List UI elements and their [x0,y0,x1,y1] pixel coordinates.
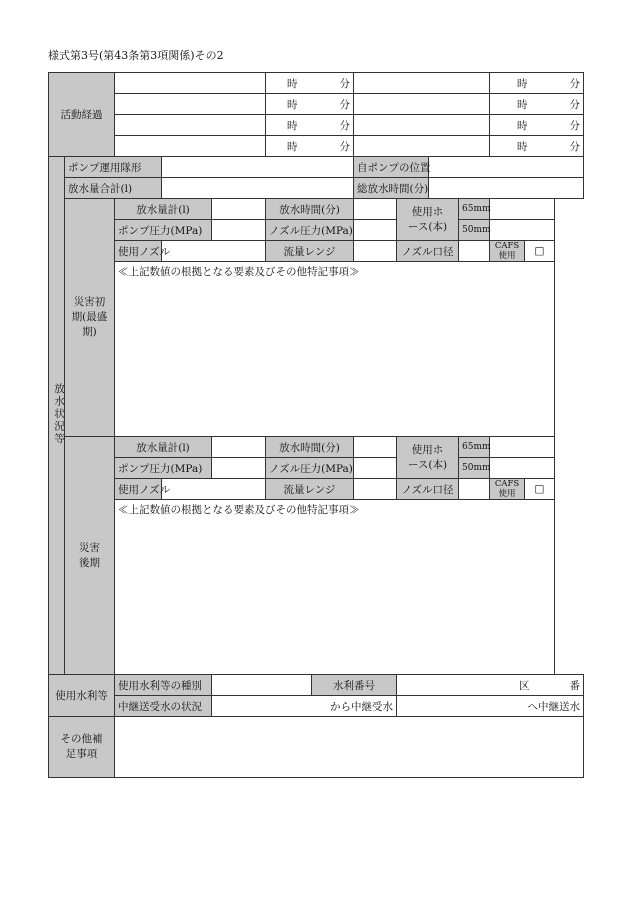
hose-50-label: 50mm [459,458,490,479]
other-label: その他補足事項 [49,717,115,778]
water-number-label: 水利番号 [312,675,397,696]
hose-50-field[interactable] [490,220,555,241]
activity-label: 活動経過 [49,73,115,157]
activity-entry[interactable] [354,136,490,157]
hose-label: 使用ホース(本) [397,199,459,241]
activity-entry[interactable] [115,94,266,115]
own-pump-position-field[interactable] [429,157,584,178]
hose-50-field[interactable] [490,458,555,479]
activity-time[interactable]: 時 分 [266,94,354,115]
pump-pressure-field[interactable] [212,458,266,479]
nozzle-bore-label: ノズル口径 [397,241,459,262]
initial-notes-area[interactable] [115,262,555,437]
activity-entry[interactable] [115,115,266,136]
volume-total-field[interactable] [212,199,266,220]
other-notes-field[interactable] [115,717,584,778]
nozzle-pressure-label: ノズル圧力(MPa) [266,220,354,241]
flow-range-field[interactable] [354,479,397,500]
total-volume-field[interactable] [162,178,354,199]
phase-late-label: 災害後期 [65,437,115,675]
volume-total-label: 放水量計(l) [115,199,212,220]
activity-entry[interactable] [354,94,490,115]
relay-label: 中継送受水の状況 [115,696,212,717]
pump-unit-label: ポンプ運用隊形 [65,157,162,178]
own-pump-position-label: 自ポンプの位置 [354,157,429,178]
report-form [48,72,584,778]
form-header: 様式第3号(第43条第3項関係)その2 [48,49,224,62]
activity-time[interactable]: 時 分 [490,73,584,94]
hose-65-field[interactable] [490,199,555,220]
pump-unit-field[interactable] [162,157,354,178]
hose-label: 使用ホース(本) [397,437,459,479]
activity-entry[interactable] [354,115,490,136]
nozzle-bore-label: ノズル口径 [397,479,459,500]
cafs-label: CAFS使用 [490,479,525,500]
pump-pressure-label: ポンプ圧力(MPa) [115,220,212,241]
relay-to-field[interactable]: へ中継送水 [397,696,584,717]
water-type-label: 使用水利等の種別 [115,675,212,696]
activity-entry[interactable] [354,73,490,94]
discharge-time-label: 放水時間(分) [266,437,354,458]
cafs-checkbox[interactable]: □ [525,241,555,262]
late-notes-heading: ≪上記数値の根拠となる要素及びその他特記事項≫ [118,504,360,516]
water-number-field[interactable]: 区 番 [397,675,584,696]
relay-from-field[interactable]: から中継受水 [212,696,397,717]
volume-total-label: 放水量計(l) [115,437,212,458]
activity-entry[interactable] [115,73,266,94]
flow-range-field[interactable] [354,241,397,262]
nozzle-pressure-field[interactable] [354,220,397,241]
discharge-section-label: 放水状況等 [49,157,65,675]
activity-time[interactable]: 時 分 [490,136,584,157]
volume-total-field[interactable] [212,437,266,458]
nozzle-used-field[interactable] [162,241,266,262]
flow-range-label: 流量レンジ [266,241,354,262]
activity-time[interactable]: 時 分 [266,136,354,157]
discharge-time-field[interactable] [354,437,397,458]
pump-pressure-field[interactable] [212,220,266,241]
hose-50-label: 50mm [459,220,490,241]
cafs-label: CAFS使用 [490,241,525,262]
activity-time[interactable]: 時 分 [490,115,584,136]
cafs-checkbox[interactable]: □ [525,479,555,500]
discharge-time-label: 放水時間(分) [266,199,354,220]
discharge-time-field[interactable] [354,199,397,220]
flow-range-label: 流量レンジ [266,479,354,500]
water-label: 使用水利等 [49,675,115,717]
total-time-field[interactable] [429,178,584,199]
nozzle-bore-field[interactable] [459,479,490,500]
hose-65-label: 65mm [459,437,490,458]
initial-notes-heading: ≪上記数値の根拠となる要素及びその他特記事項≫ [118,266,360,278]
phase-initial-label: 災害初期(最盛期) [65,199,115,437]
total-time-label: 総放水時間(分) [354,178,429,199]
hose-65-label: 65mm [459,199,490,220]
activity-time[interactable]: 時 分 [490,94,584,115]
activity-entry[interactable] [115,136,266,157]
nozzle-used-label: 使用ノズル [115,241,162,262]
activity-time[interactable]: 時 分 [266,115,354,136]
water-type-field[interactable] [212,675,312,696]
nozzle-bore-field[interactable] [459,241,490,262]
nozzle-used-label: 使用ノズル [115,479,162,500]
nozzle-pressure-label: ノズル圧力(MPa) [266,458,354,479]
nozzle-used-field[interactable] [162,479,266,500]
total-volume-label: 放水量合計(l) [65,178,162,199]
hose-65-field[interactable] [490,437,555,458]
activity-time[interactable]: 時 分 [266,73,354,94]
pump-pressure-label: ポンプ圧力(MPa) [115,458,212,479]
nozzle-pressure-field[interactable] [354,458,397,479]
late-notes-area[interactable] [115,500,555,675]
